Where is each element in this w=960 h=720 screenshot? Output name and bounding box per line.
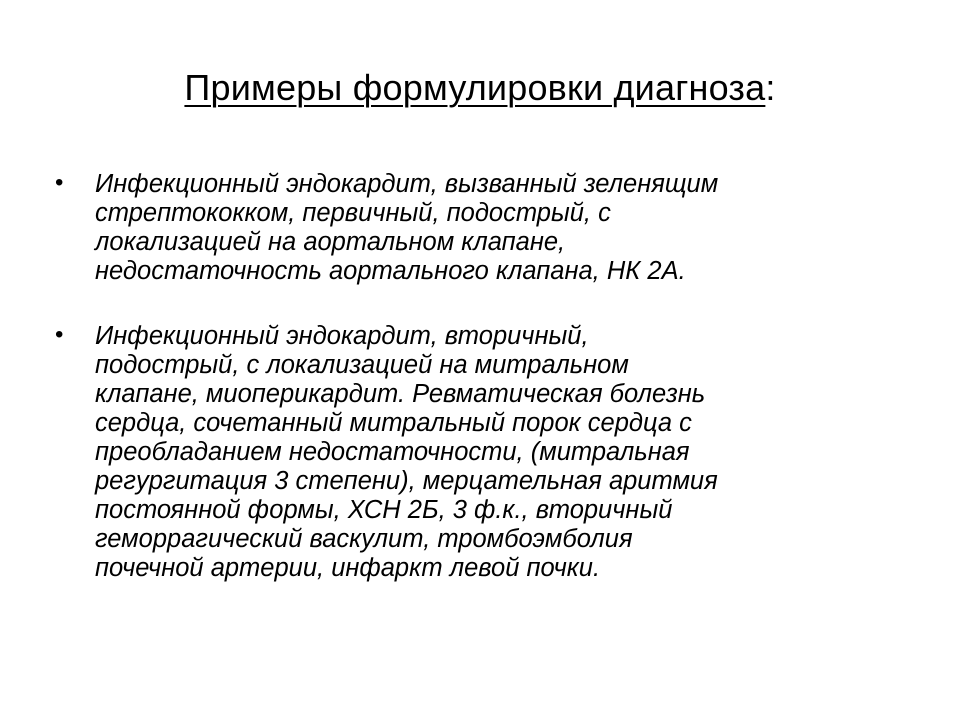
slide-title-text: Примеры формулировки диагноза bbox=[184, 67, 766, 109]
bullet-2-line-9: почечной артерии, инфаркт левой почки. bbox=[95, 554, 601, 582]
bullet-1-line-4: недостаточность аортального клапана, НК 2А. bbox=[95, 257, 686, 285]
bullet-icon: • bbox=[55, 169, 64, 196]
bullet-2-line-5: преобладанием недостаточности, (митральная bbox=[95, 438, 690, 466]
bullet-list bbox=[52, 170, 892, 619]
bullet-2-line-4: сердца, сочетанный митральный порок сердца с bbox=[95, 409, 692, 437]
bullet-1-line-2: стрептококком, первичный, подострый, с bbox=[95, 199, 611, 227]
bullet-icon: • bbox=[55, 321, 64, 348]
bullet-2-line-7: постоянной формы, ХСН 2Б, 3 ф.к., вторичный bbox=[95, 496, 673, 524]
slide-title bbox=[0, 62, 960, 114]
bullet-item-2 bbox=[52, 322, 892, 583]
bullet-2-line-3: клапане, миоперикардит. Ревматическая болезнь bbox=[95, 380, 706, 408]
bullet-2-line-1: Инфекционный эндокардит, вторичный, bbox=[95, 322, 589, 350]
slide-title-colon: : bbox=[765, 67, 776, 109]
bullet-2-line-2: подострый, с локализацией на митральном bbox=[95, 351, 629, 379]
bullet-item-1 bbox=[52, 170, 892, 286]
bullet-1-line-3: локализацией на аортальном клапане, bbox=[95, 228, 566, 256]
bullet-2-line-8: геморрагический васкулит, тромбоэмболия bbox=[95, 525, 633, 553]
bullet-1-line-1: Инфекционный эндокардит, вызванный зеленящим bbox=[95, 170, 719, 198]
bullet-2-line-6: регургитация 3 степени), мерцательная аритмия bbox=[95, 467, 718, 495]
